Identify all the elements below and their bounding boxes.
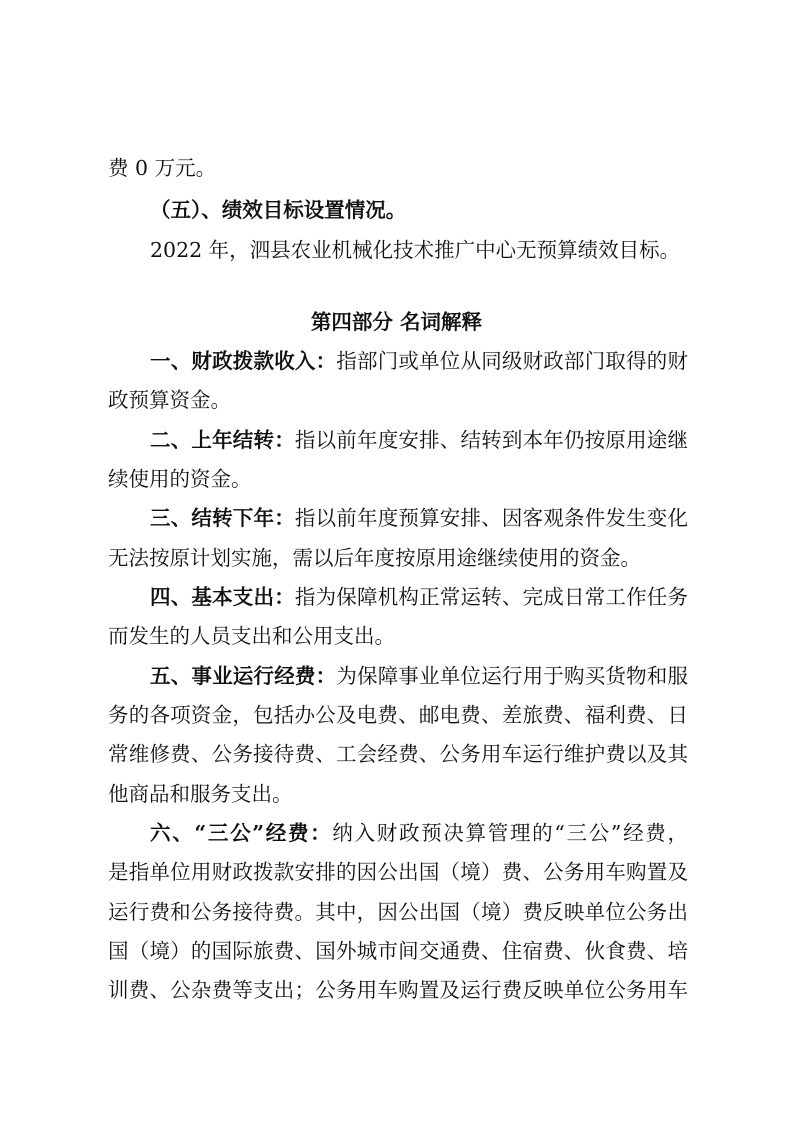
definition-text: 纳入财政预决算管理的“三公”经费， [332, 821, 688, 845]
paragraph-line [108, 467, 688, 491]
paragraph-line [108, 388, 688, 412]
paragraph-line [150, 238, 688, 262]
paragraph-line [108, 782, 688, 806]
paragraph-line [108, 546, 688, 570]
line-text: 务的各项资金，包括办公及电费、邮电费、差旅费、福利费、日 [108, 703, 688, 727]
line-text: 训费、公杂费等支出；公务用车购置及运行费反映单位公务用车 [108, 978, 688, 1002]
line-text: 而发生的人员支出和公用支出。 [108, 624, 395, 648]
definition-line [150, 821, 688, 845]
paragraph-line [108, 624, 688, 648]
term-label: 四、基本支出： [150, 585, 295, 609]
definition-text: 指以前年度预算安排、因客观条件发生变化 [294, 506, 689, 530]
part-title [0, 310, 793, 334]
term-label: 六、“三公”经费： [150, 821, 333, 845]
part-title-text: 第四部分 名词解释 [310, 310, 483, 334]
definition-text: 为保障事业单位运行用于购买货物和服 [336, 664, 689, 688]
definition-text: 指以前年度安排、结转到本年仍按原用途继 [294, 428, 689, 452]
definition-line [150, 428, 688, 452]
line-text: 他商品和服务支出。 [108, 782, 293, 806]
section-heading [150, 198, 688, 222]
line-text: 续使用的资金。 [108, 467, 252, 491]
definition-line [150, 664, 688, 688]
definition-line [150, 585, 688, 609]
heading-text: （五）、绩效目标设置情况。 [150, 198, 407, 222]
paragraph-line [108, 860, 688, 884]
definition-text: 指部门或单位从同级财政部门取得的财 [336, 349, 689, 373]
term-label: 二、上年结转： [150, 428, 295, 452]
definition-line [150, 349, 688, 373]
line-text: 运行费和公务接待费。其中，因公出国（境）费反映单位公务出 [108, 900, 688, 924]
line-text: 是指单位用财政拨款安排的因公出国（境）费、公务用车购置及 [108, 860, 688, 884]
definition-text: 指为保障机构正常运转、完成日常工作任务 [294, 585, 689, 609]
paragraph-line [108, 156, 688, 180]
term-label: 三、结转下年： [150, 506, 295, 530]
line-text: 无法按原计划实施，需以后年度按原用途继续使用的资金。 [108, 546, 641, 570]
paragraph-line [108, 703, 688, 727]
term-label: 五、事业运行经费： [150, 664, 337, 688]
line-text: 国（境）的国际旅费、国外城市间交通费、住宿费、伙食费、培 [108, 939, 688, 963]
line-text: 政预算资金。 [108, 388, 231, 412]
paragraph-line [108, 939, 688, 963]
definition-line [150, 506, 688, 530]
line-text: 常维修费、公务接待费、工会经费、公务用车运行维护费以及其 [108, 742, 688, 766]
term-label: 一、财政拨款收入： [150, 349, 337, 373]
line-text: 费 0 万元。 [108, 156, 217, 180]
paragraph-line [108, 978, 688, 1002]
paragraph-line [108, 742, 688, 766]
paragraph-line [108, 900, 688, 924]
line-text: 2022 年，泗县农业机械化技术推广中心无预算绩效目标。 [150, 238, 681, 262]
